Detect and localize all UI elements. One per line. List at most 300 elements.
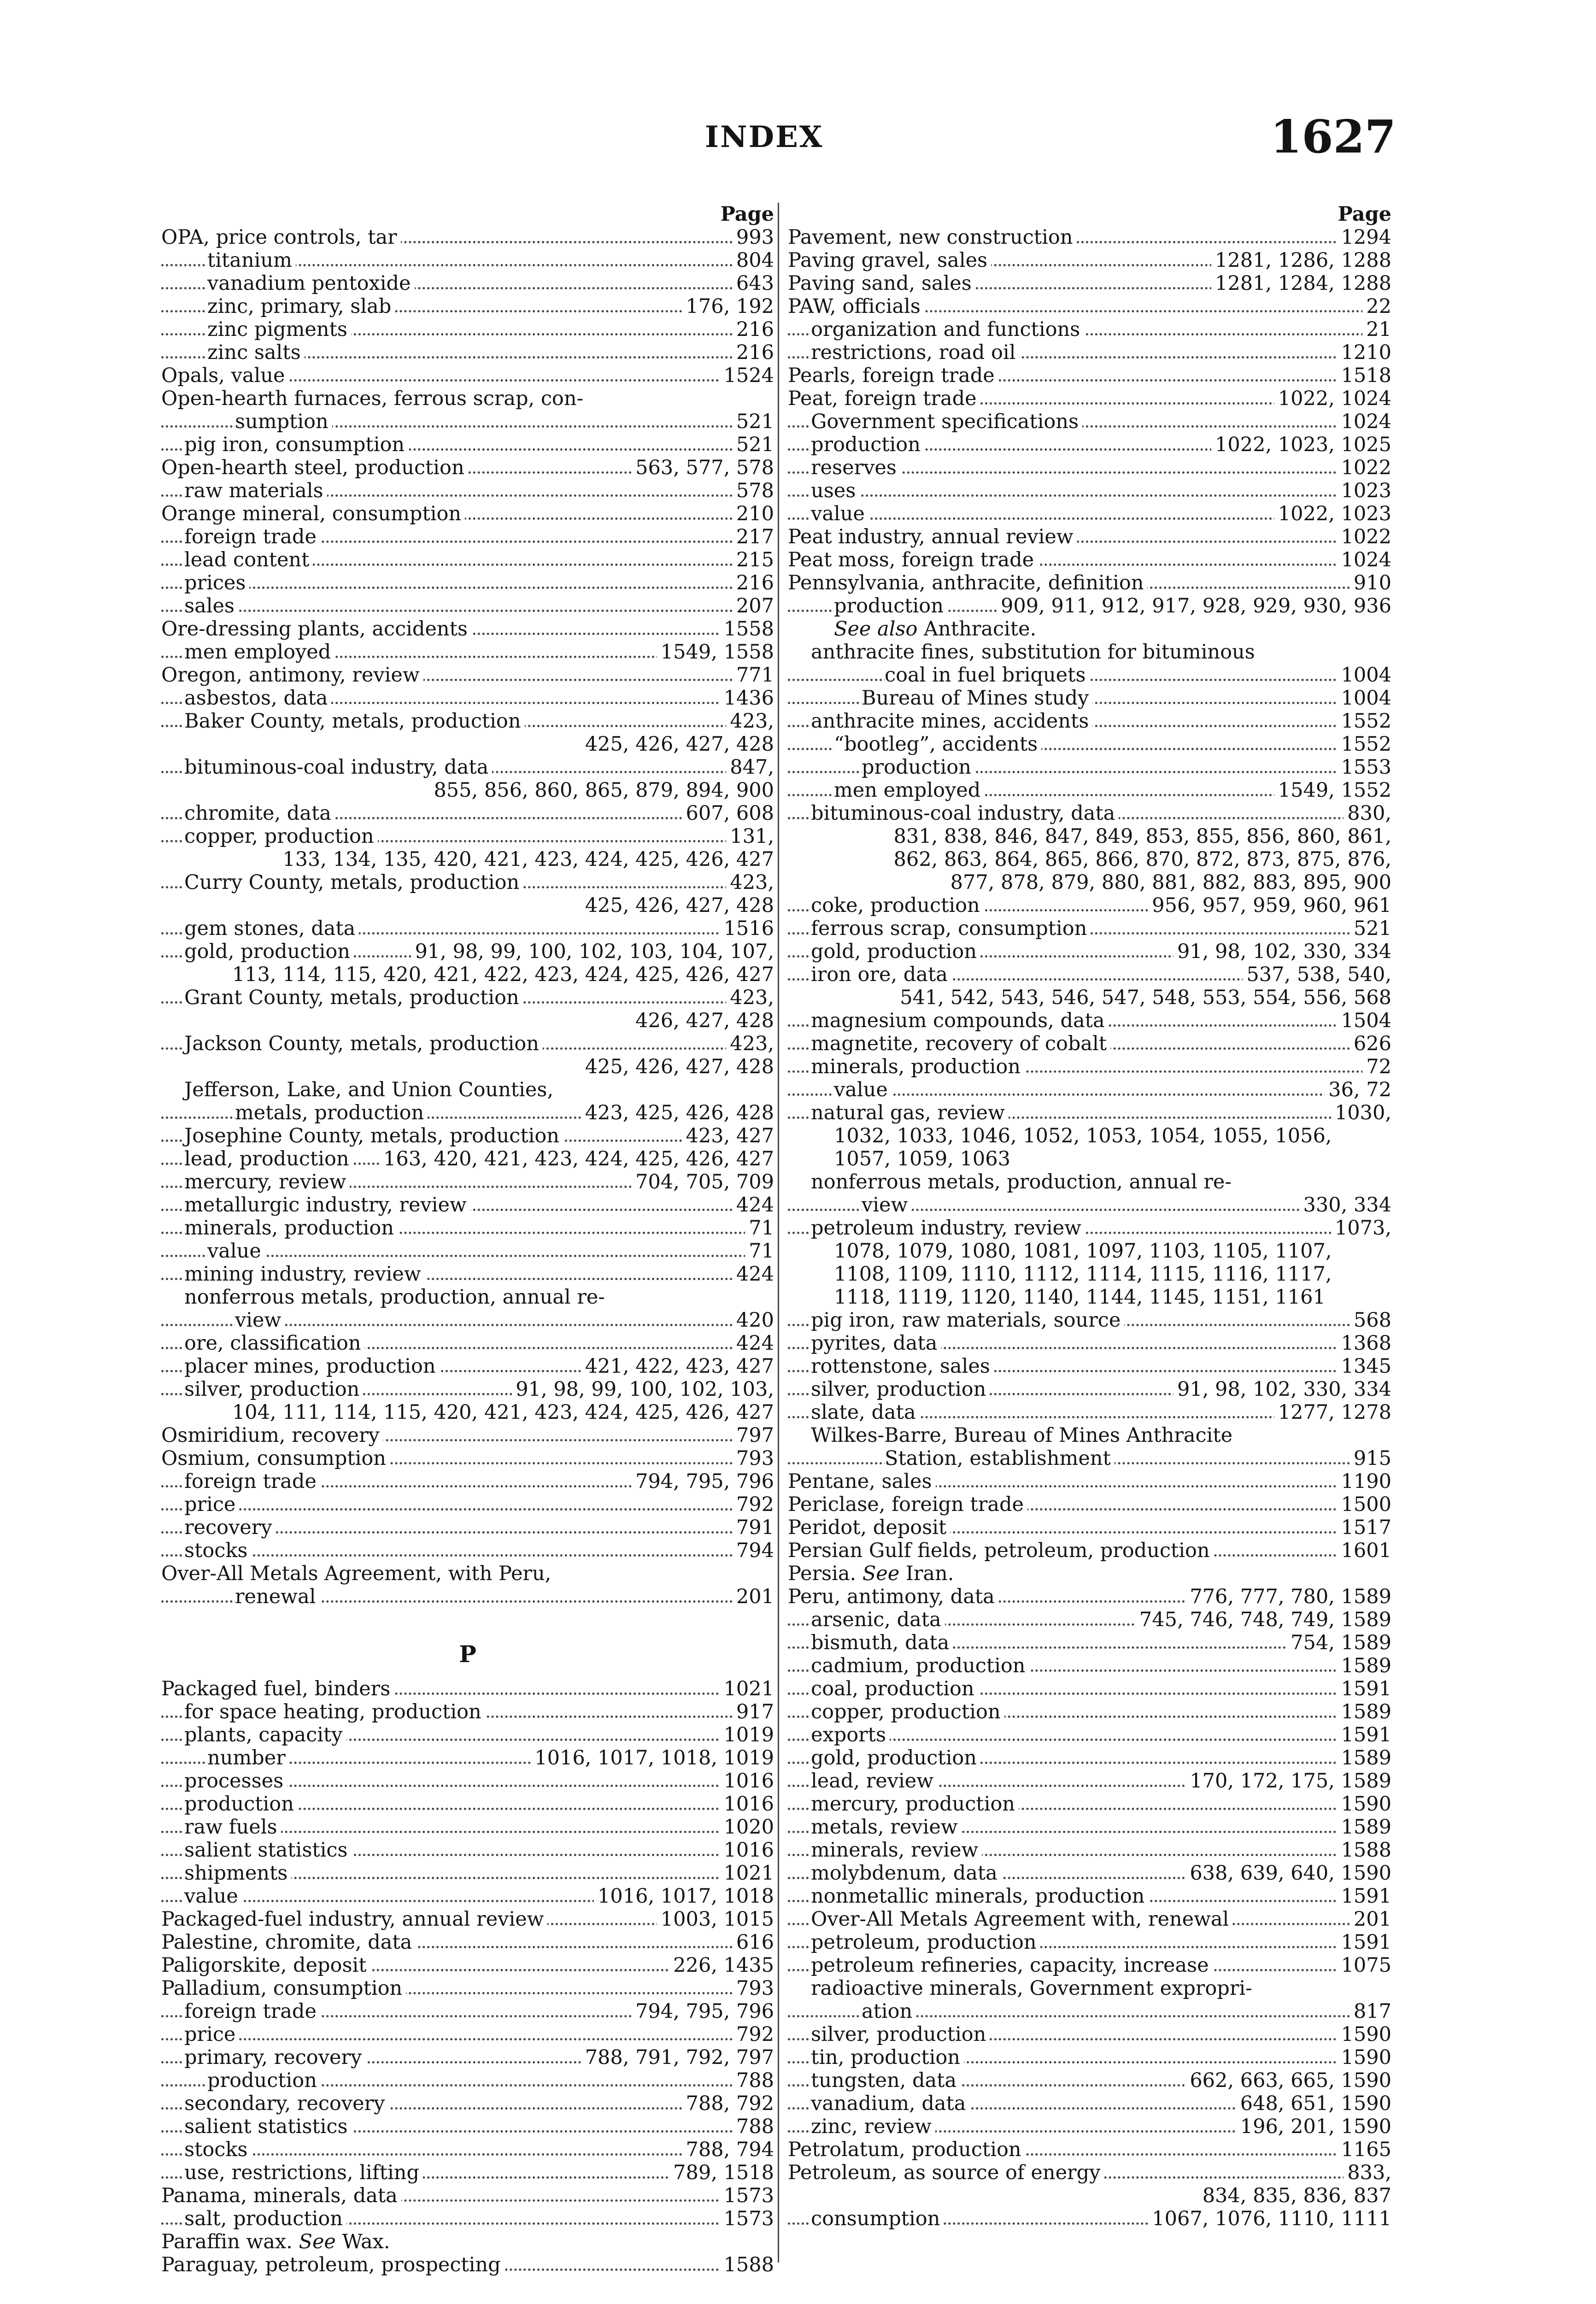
- entry-pages: 794: [733, 1539, 774, 1562]
- entry-term: value: [184, 1885, 242, 1908]
- entry-term: Over-All Metals Agreement with, renewal: [811, 1908, 1232, 1931]
- entry-term: production: [184, 1793, 298, 1816]
- entry-term: recovery: [184, 1516, 276, 1539]
- index-entry: [788, 1539, 1391, 1562]
- index-entry: [161, 1217, 774, 1240]
- entry-term: Peat, foreign trade: [788, 387, 980, 410]
- index-entry: [161, 1954, 774, 1977]
- entry-term: Government specifications: [811, 410, 1082, 433]
- entry-term: metals, review: [811, 1816, 962, 1839]
- entry-term: bismuth, data: [811, 1631, 953, 1654]
- entry-pages: 424: [733, 1263, 774, 1286]
- entry-term: use, restrictions, lifting: [184, 2161, 423, 2184]
- index-entry: [788, 1309, 1391, 1332]
- entry-term: prices: [184, 571, 249, 594]
- entry-pages: 1024: [1338, 548, 1391, 571]
- entry-pages: 754, 1589: [1287, 1631, 1391, 1654]
- entry-term: production: [834, 594, 947, 617]
- entry-pages: 1004: [1338, 664, 1391, 687]
- entry-pages: 216: [733, 571, 774, 594]
- index-entry: [788, 525, 1391, 548]
- entry-pages-continued: 425, 426, 427, 428: [585, 1055, 774, 1078]
- entry-pages: 1067, 1076, 1110, 1111: [1148, 2207, 1391, 2230]
- entry-pages: 163, 420, 421, 423, 424, 425, 426, 427: [380, 1147, 774, 1170]
- entry-pages: 794, 795, 796: [632, 1470, 774, 1493]
- entry-term: Orange mineral, consumption: [161, 502, 465, 525]
- index-entry: [788, 1839, 1391, 1862]
- index-entry: [788, 1055, 1391, 1078]
- entry-pages: 1589: [1338, 1654, 1391, 1677]
- entry-pages: 1281, 1284, 1288: [1211, 272, 1391, 295]
- index-entry: [788, 1378, 1391, 1401]
- index-entry: [161, 825, 774, 848]
- entry-pages: 662, 663, 665, 1590: [1186, 2069, 1391, 2092]
- leader-dots: [788, 494, 1391, 497]
- entry-term: ation: [862, 2000, 916, 2023]
- index-entry: [788, 1493, 1391, 1516]
- index-entry: [161, 1585, 774, 1608]
- index-entry: [161, 917, 774, 940]
- index-entry: [788, 1954, 1391, 1977]
- entry-term: slate, data: [811, 1401, 920, 1424]
- entry-pages: 1500: [1338, 1493, 1391, 1516]
- entry-pages: 71: [745, 1240, 774, 1263]
- index-entry: [161, 1424, 774, 1447]
- index-entry: [788, 2046, 1391, 2069]
- entry-pages: 1020: [720, 1816, 774, 1839]
- entry-term: minerals, review: [811, 1839, 982, 1862]
- entry-term: Palestine, chromite, data: [161, 1931, 416, 1954]
- index-entry: [161, 2000, 774, 2023]
- entry-term: petroleum industry, review: [811, 1217, 1085, 1240]
- index-entry: [161, 871, 774, 894]
- leader-dots: [161, 610, 774, 612]
- entry-term: minerals, production: [184, 1217, 398, 1240]
- entry-term: Grant County, metals, production: [184, 986, 523, 1009]
- entry-term: magnesium compounds, data: [811, 1009, 1109, 1032]
- entry-term: placer mines, production: [184, 1355, 440, 1378]
- entry-pages: 421, 422, 423, 427: [581, 1355, 774, 1378]
- see-label: See: [299, 2230, 336, 2253]
- entry-pages: 423,: [726, 710, 774, 733]
- index-entry: [161, 1862, 774, 1885]
- entry-pages-continued: 425, 426, 427, 428: [585, 894, 774, 917]
- entry-pages: 91, 98, 102, 330, 334: [1174, 940, 1391, 963]
- entry-pages: 1518: [1338, 364, 1391, 387]
- index-entry: [161, 502, 774, 525]
- entry-pages: 830,: [1344, 802, 1391, 825]
- entry-pages: 91, 98, 99, 100, 102, 103,: [512, 1378, 774, 1401]
- entry-pages: 196, 201, 1590: [1237, 2115, 1391, 2138]
- entry-term: pig iron, raw materials, source: [811, 1309, 1124, 1332]
- index-entry: [161, 1539, 774, 1562]
- index-entry: [788, 1009, 1391, 1032]
- index-entry: [788, 733, 1391, 756]
- index-entry: [161, 295, 774, 318]
- index-entry: [161, 2253, 774, 2276]
- index-entry: [788, 802, 1391, 825]
- entry-term: Persian Gulf fields, petroleum, production: [788, 1539, 1214, 1562]
- entry-pages: 521: [733, 410, 774, 433]
- index-entry: [788, 1723, 1391, 1746]
- entry-pages: 1022, 1024: [1274, 387, 1391, 410]
- entry-term: OPA, price controls, tar: [161, 226, 401, 249]
- entry-pages: 1073,: [1331, 1217, 1391, 1240]
- entry-pages: 216: [733, 318, 774, 341]
- entry-term: foreign trade: [184, 525, 320, 548]
- entry-term: vanadium pentoxide: [207, 272, 415, 295]
- index-entry: [161, 1263, 774, 1286]
- index-entry: [788, 2069, 1391, 2092]
- entry-term: iron ore, data: [811, 963, 951, 986]
- index-entry: [788, 1631, 1391, 1654]
- index-entry: [788, 1885, 1391, 1908]
- entry-term: foreign trade: [184, 1470, 320, 1493]
- index-entry: [161, 940, 774, 963]
- index-entry: [788, 2207, 1391, 2230]
- index-entry: [161, 1355, 774, 1378]
- index-entry: [788, 226, 1391, 249]
- entry-pages: 771: [733, 664, 774, 687]
- index-entry: [161, 2115, 774, 2138]
- entry-pages: 1016, 1017, 1018, 1019: [531, 1746, 774, 1769]
- entry-pages: 1004: [1338, 687, 1391, 710]
- entry-term: Pennsylvania, anthracite, definition: [788, 571, 1147, 594]
- index-entry: [161, 548, 774, 571]
- entry-term: production: [811, 433, 924, 456]
- index-entry: [788, 1032, 1391, 1055]
- index-entry: [788, 2115, 1391, 2138]
- index-entry: [788, 571, 1391, 594]
- index-entry: [788, 433, 1391, 456]
- index-column-left: [161, 203, 774, 2276]
- index-entry: [788, 502, 1391, 525]
- leader-dots: [161, 1554, 774, 1557]
- entry-pages: 1210: [1338, 341, 1391, 364]
- index-entry: [161, 410, 774, 433]
- index-entry: [788, 1217, 1391, 1240]
- spacer: [161, 1608, 774, 1631]
- entry-term: mercury, production: [811, 1793, 1019, 1816]
- cross-reference: [161, 2230, 774, 2253]
- entry-pages: 804: [733, 249, 774, 272]
- index-entry: [161, 249, 774, 272]
- entry-term: Osmiridium, recovery: [161, 1424, 383, 1447]
- entry-pages: 216: [733, 341, 774, 364]
- entry-pages: 1601: [1338, 1539, 1391, 1562]
- index-entry: [788, 1677, 1391, 1700]
- index-entry: [788, 894, 1391, 917]
- index-entry: [161, 1516, 774, 1539]
- index-entry: [788, 272, 1391, 295]
- entry-pages-continued: 862, 863, 864, 865, 866, 870, 872, 873, 875, 876,: [893, 848, 1391, 871]
- entry-pages: 210: [733, 502, 774, 525]
- entry-pages: 330, 334: [1300, 1193, 1391, 1217]
- entry-pages: 22: [1362, 295, 1391, 318]
- entry-pages: 423,: [726, 871, 774, 894]
- entry-pages-continued: 834, 835, 836, 837: [1202, 2184, 1391, 2207]
- entry-pages: 956, 957, 959, 960, 961: [1148, 894, 1391, 917]
- column-divider: [778, 203, 779, 2263]
- entry-term: coal in fuel briquets: [885, 664, 1089, 687]
- index-entry: [161, 1124, 774, 1147]
- index-entry: [788, 1793, 1391, 1816]
- entry-term: Persia.: [788, 1562, 857, 1585]
- index-entry: [161, 1240, 774, 1263]
- entry-term: consumption: [811, 2207, 944, 2230]
- leader-dots: [161, 1508, 774, 1511]
- entry-pages: 1573: [720, 2207, 774, 2230]
- index-entry: [788, 1355, 1391, 1378]
- entry-term: silver, production: [811, 1378, 990, 1401]
- entry-term: rottenstone, sales: [811, 1355, 994, 1378]
- entry-pages-continued: 426, 427, 428: [635, 1009, 774, 1032]
- entry-pages: 833,: [1344, 2161, 1391, 2184]
- entry-pages-continued: 831, 838, 846, 847, 849, 853, 855, 856, 860, 861,: [893, 825, 1391, 848]
- entry-pages: 1549, 1558: [657, 641, 774, 664]
- index-entry: [161, 1147, 774, 1170]
- entry-pages: 788, 792: [682, 2092, 774, 2115]
- entry-pages-continued: 541, 542, 543, 546, 547, 548, 553, 554, 556, 568: [900, 986, 1391, 1009]
- entry-term: stocks: [184, 1539, 251, 1562]
- entry-pages: 424: [733, 1193, 774, 1217]
- entry-term: Curry County, metals, production: [184, 871, 523, 894]
- entry-pages: 423, 427: [682, 1124, 774, 1147]
- entry-pages: 638, 639, 640, 1590: [1186, 1862, 1391, 1885]
- index-entry: [161, 1885, 774, 1908]
- index-entry: [161, 1769, 774, 1793]
- index-entry: [788, 1769, 1391, 1793]
- entry-term: cadmium, production: [811, 1654, 1029, 1677]
- entry-pages: 578: [733, 479, 774, 502]
- entry-term: pyrites, data: [811, 1332, 941, 1355]
- index-entry: [788, 295, 1391, 318]
- entry-term: molybdenum, data: [811, 1862, 1001, 1885]
- index-entry: [788, 2023, 1391, 2046]
- entry-term: gold, production: [184, 940, 354, 963]
- entry-pages: 1022: [1338, 456, 1391, 479]
- index-entry: [788, 1332, 1391, 1355]
- entry-pages: 847,: [726, 756, 774, 779]
- entry-term: coke, production: [811, 894, 984, 917]
- entry-pages: 170, 172, 175, 1589: [1186, 1769, 1391, 1793]
- entry-pages: 1277, 1278: [1274, 1401, 1391, 1424]
- entry-pages: 1281, 1286, 1288: [1211, 249, 1391, 272]
- entry-term: gold, production: [811, 1746, 980, 1769]
- index-entry: [161, 1332, 774, 1355]
- entry-term: zinc pigments: [207, 318, 351, 341]
- index-entry: [161, 1378, 774, 1401]
- entry-pages: 1591: [1338, 1885, 1391, 1908]
- entry-pages: 1003, 1015: [657, 1908, 774, 1931]
- index-entry: [788, 687, 1391, 710]
- index-entry: [161, 272, 774, 295]
- entry-pages: 1436: [720, 687, 774, 710]
- entry-pages: 423, 425, 426, 428: [581, 1101, 774, 1124]
- index-entry: [161, 641, 774, 664]
- entry-term: gold, production: [811, 940, 980, 963]
- index-entry: [788, 548, 1391, 571]
- entry-term: Packaged-fuel industry, annual review: [161, 1908, 547, 1931]
- entry-term: sales: [184, 594, 238, 617]
- entry-pages: 1345: [1338, 1355, 1391, 1378]
- entry-term: uses: [811, 479, 859, 502]
- index-entry: [161, 1700, 774, 1723]
- index-entry: [161, 1746, 774, 1769]
- entry-pages: 1504: [1338, 1009, 1391, 1032]
- entry-pages: 1589: [1338, 1700, 1391, 1723]
- entry-pages: 1516: [720, 917, 774, 940]
- index-entry-line: 1108, 1109, 1110, 1112, 1114, 1115, 1116, 1117,: [834, 1263, 1332, 1286]
- index-entry: [788, 2092, 1391, 2115]
- entry-term: restrictions, road oil: [811, 341, 1019, 364]
- entry-term: Panama, minerals, data: [161, 2184, 401, 2207]
- index-entry-line: Jefferson, Lake, and Union Counties,: [184, 1078, 554, 1101]
- index-entry: [788, 940, 1391, 963]
- entry-term: zinc, review: [811, 2115, 935, 2138]
- entry-pages: 793: [733, 1447, 774, 1470]
- entry-term: processes: [184, 1769, 287, 1793]
- see-target: Wax.: [342, 2230, 390, 2253]
- entry-pages: 788, 794: [682, 2138, 774, 2161]
- index-entry: [161, 2161, 774, 2184]
- index-entry: [161, 2092, 774, 2115]
- entry-pages: 423,: [726, 986, 774, 1009]
- index-entry: [161, 687, 774, 710]
- entry-term: raw materials: [184, 479, 327, 502]
- index-entry: [788, 1585, 1391, 1608]
- entry-term: men employed: [184, 641, 334, 664]
- entry-term: copper, production: [184, 825, 378, 848]
- entry-pages: 1591: [1338, 1723, 1391, 1746]
- entry-term: organization and functions: [811, 318, 1084, 341]
- entry-pages: 626: [1350, 1032, 1391, 1055]
- entry-pages: 793: [733, 1977, 774, 2000]
- entry-term: exports: [811, 1723, 890, 1746]
- entry-pages: 217: [733, 525, 774, 548]
- entry-term: value: [811, 502, 868, 525]
- entry-term: secondary, recovery: [184, 2092, 388, 2115]
- entry-term: lead, review: [811, 1769, 937, 1793]
- see-target: Anthracite.: [924, 617, 1037, 641]
- entry-term: silver, production: [184, 1378, 363, 1401]
- entry-pages: 201: [1350, 1908, 1391, 1931]
- section-letter: P: [459, 1640, 476, 1668]
- entry-term: Periclase, foreign trade: [788, 1493, 1027, 1516]
- entry-pages: 1016: [720, 1793, 774, 1816]
- index-entry: [788, 1931, 1391, 1954]
- index-entry-line: 1078, 1079, 1080, 1081, 1097, 1103, 1105, 1107,: [834, 1240, 1332, 1263]
- index-entry: [788, 341, 1391, 364]
- entry-pages: 71: [745, 1217, 774, 1240]
- entry-pages: 648, 651, 1590: [1237, 2092, 1391, 2115]
- index-entry: [788, 318, 1391, 341]
- index-entry: [788, 1516, 1391, 1539]
- index-entry: [161, 1101, 774, 1124]
- entry-pages-continued: 425, 426, 427, 428: [585, 733, 774, 756]
- entry-pages: 917: [733, 1700, 774, 1723]
- entry-term: metals, production: [235, 1101, 428, 1124]
- entry-pages: 1558: [720, 617, 774, 641]
- index-entry: [788, 594, 1391, 617]
- entry-term: vanadium, data: [811, 2092, 969, 2115]
- index-column-right: [788, 203, 1391, 2230]
- entry-pages: 1517: [1338, 1516, 1391, 1539]
- entry-pages: 207: [733, 594, 774, 617]
- entry-pages-continued: 104, 111, 114, 115, 420, 421, 423, 424, 425, 426, 427: [232, 1401, 774, 1424]
- entry-term: Peridot, deposit: [788, 1516, 950, 1539]
- entry-term: Ore-dressing plants, accidents: [161, 617, 471, 641]
- index-entry: [788, 963, 1391, 986]
- index-entry-line: 1118, 1119, 1120, 1140, 1144, 1145, 1151, 1161: [834, 1286, 1326, 1309]
- entry-pages: 910: [1350, 571, 1391, 594]
- index-entry: [788, 664, 1391, 687]
- entry-term: production: [207, 2069, 321, 2092]
- entry-pages: 1590: [1338, 2046, 1391, 2069]
- index-entry: [161, 802, 774, 825]
- entry-term: Bureau of Mines study: [862, 687, 1092, 710]
- entry-term: renewal: [235, 1585, 319, 1608]
- entry-term: zinc, primary, slab: [207, 295, 395, 318]
- entry-term: view: [235, 1309, 285, 1332]
- entry-pages: 72: [1362, 1055, 1391, 1078]
- index-entry: [788, 1447, 1391, 1470]
- index-entry: [788, 1101, 1391, 1124]
- index-entry-line: nonferrous metals, production, annual re-: [184, 1286, 605, 1309]
- entry-term: foreign trade: [184, 2000, 320, 2023]
- entry-term: mercury, review: [184, 1170, 350, 1193]
- entry-pages: 201: [733, 1585, 774, 1608]
- index-entry: [161, 1170, 774, 1193]
- entry-pages: 616: [733, 1931, 774, 1954]
- entry-pages-continued: 113, 114, 115, 420, 421, 422, 423, 424, 425, 426, 427: [232, 963, 774, 986]
- cross-reference: [788, 1562, 1391, 1585]
- index-entry: [788, 1654, 1391, 1677]
- entry-pages: 1552: [1338, 710, 1391, 733]
- entry-term: Jackson County, metals, production: [184, 1032, 543, 1055]
- entry-pages: 1588: [720, 2253, 774, 2276]
- index-entry-line: Open-hearth furnaces, ferrous scrap, con-: [161, 387, 584, 410]
- entry-pages: 1590: [1338, 2023, 1391, 2046]
- entry-pages: 521: [733, 433, 774, 456]
- index-entry: [161, 1793, 774, 1816]
- entry-pages: 1591: [1338, 1677, 1391, 1700]
- entry-pages: 1591: [1338, 1931, 1391, 1954]
- entry-pages: 1016: [720, 1769, 774, 1793]
- index-entry: [788, 710, 1391, 733]
- entry-pages: 91, 98, 99, 100, 102, 103, 104, 107,: [411, 940, 774, 963]
- entry-pages: 537, 538, 540,: [1243, 963, 1391, 986]
- entry-term: Oregon, antimony, review: [161, 664, 423, 687]
- entry-term: copper, production: [811, 1700, 1004, 1723]
- entry-pages: 788: [733, 2115, 774, 2138]
- entry-pages: 1022: [1338, 525, 1391, 548]
- entry-pages: 794, 795, 796: [632, 2000, 774, 2023]
- entry-pages: 797: [733, 1424, 774, 1447]
- see-label: See also: [834, 617, 918, 641]
- entry-pages: 1016: [720, 1839, 774, 1862]
- entry-term: Paving gravel, sales: [788, 249, 991, 272]
- index-entry: [788, 456, 1391, 479]
- entry-term: arsenic, data: [811, 1608, 945, 1631]
- index-entry: [161, 1839, 774, 1862]
- entry-term: metallurgic industry, review: [184, 1193, 470, 1217]
- entry-term: for space heating, production: [184, 1700, 485, 1723]
- index-entry: [161, 664, 774, 687]
- entry-pages: 745, 746, 748, 749, 1589: [1136, 1608, 1391, 1631]
- entry-term: tungsten, data: [811, 2069, 960, 2092]
- page-number: 1627: [1270, 111, 1396, 164]
